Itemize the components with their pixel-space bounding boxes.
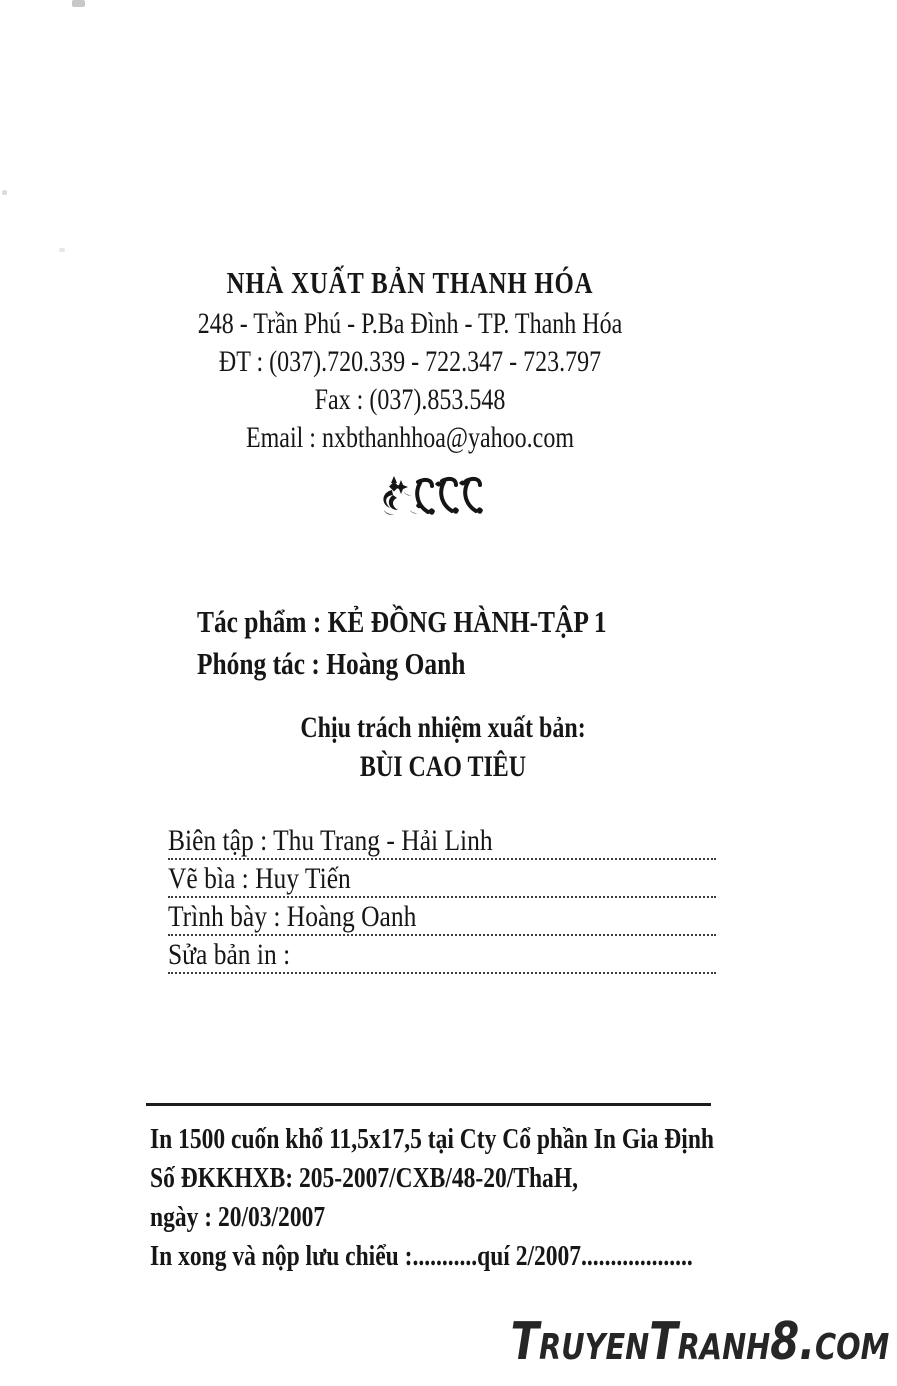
publisher-email: Email : nxbthanhhoa@yahoo.com bbox=[245, 421, 575, 454]
responsibility-name: BÙI CAO TIÊU bbox=[359, 750, 527, 783]
deposit-copy-line: In xong và nộp lưu chiểu :...........quí 2/2007................... bbox=[150, 1241, 693, 1272]
scan-artifact bbox=[59, 248, 65, 252]
print-info-block bbox=[150, 1120, 714, 1276]
scan-artifact bbox=[72, 0, 85, 7]
publisher-fax: Fax : (037).853.548 bbox=[314, 383, 506, 416]
divider-rule bbox=[146, 1103, 711, 1106]
publisher-phone: ĐT : (037).720.339 - 722.347 - 723.797 bbox=[218, 345, 602, 378]
print-run-line: In 1500 cuốn khổ 11,5x17,5 tại Cty Cổ phần In Gia Định bbox=[150, 1124, 714, 1155]
work-info-block bbox=[197, 601, 607, 685]
watermark: TruyenTranh8.com bbox=[510, 1312, 889, 1372]
credit-row-proof bbox=[168, 936, 716, 974]
responsibility-heading: Chịu trách nhiệm xuất bản: bbox=[300, 711, 586, 744]
credit-editor: Biên tập : Thu Trang - Hải Linh bbox=[168, 824, 493, 857]
registration-number-line: Số ĐKKHXB: 205-2007/CXB/48-20/ThaH, bbox=[150, 1163, 578, 1194]
registration-date-line: ngày : 20/03/2007 bbox=[150, 1202, 326, 1233]
credit-proofreader: Sửa bản in : bbox=[168, 938, 291, 971]
responsibility-block bbox=[89, 708, 798, 786]
credit-row-layout bbox=[168, 898, 716, 936]
credit-cover-artist: Vẽ bìa : Huy Tiến bbox=[168, 862, 351, 895]
publisher-address: 248 - Trần Phú - P.Ba Đình - TP. Thanh Hóa bbox=[197, 307, 623, 340]
publisher-name: NHÀ XUẤT BẢN THANH HÓA bbox=[226, 265, 594, 300]
credit-row-cover bbox=[168, 860, 716, 898]
credits-list bbox=[168, 822, 716, 974]
credit-layout: Trình bày : Hoàng Oanh bbox=[168, 900, 417, 933]
scan-artifact bbox=[2, 190, 7, 195]
work-title: Tác phẩm : KẺ ĐỒNG HÀNH-TẬP 1 bbox=[197, 604, 607, 639]
credit-row-editor bbox=[168, 822, 716, 860]
work-adaptation: Phóng tác : Hoàng Oanh bbox=[197, 646, 466, 681]
floral-divider-icon bbox=[380, 472, 488, 518]
publisher-block bbox=[82, 264, 738, 457]
